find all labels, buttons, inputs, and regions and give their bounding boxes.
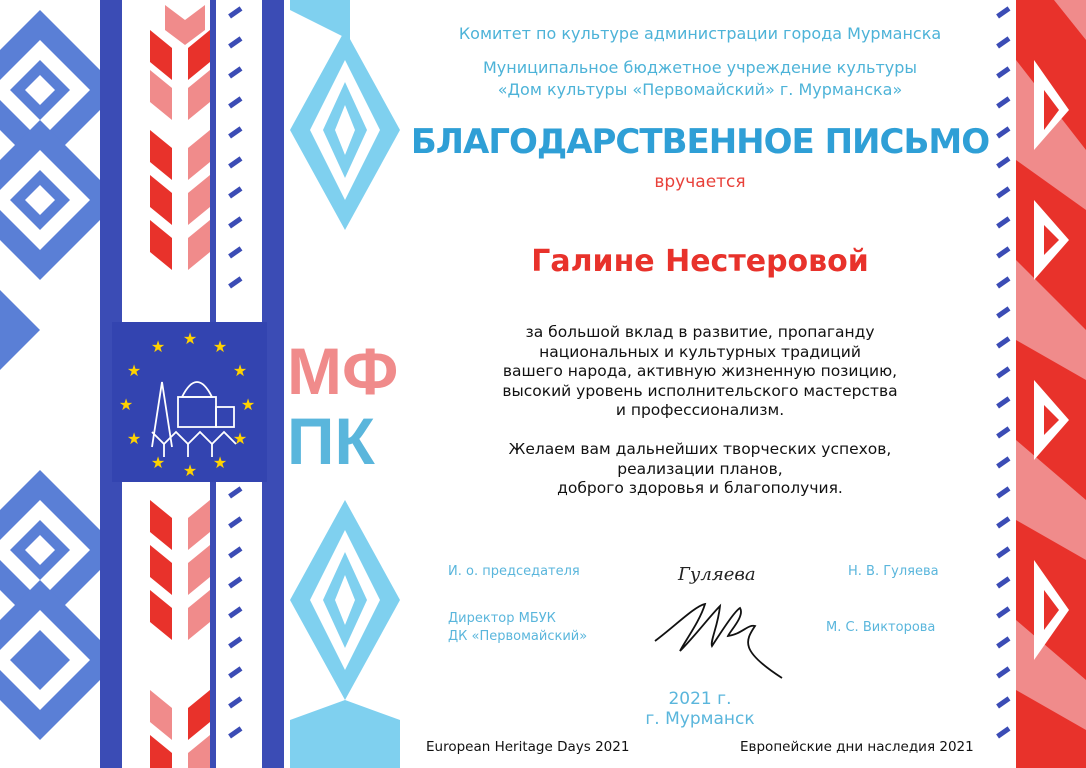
svg-text:Гуляева: Гуляева (678, 564, 756, 585)
institution-line-2: «Дом культуры «Первомайский» г. Мурманска» (497, 80, 903, 99)
svg-text:★: ★ (212, 453, 228, 472)
wheat-motif-top (150, 5, 210, 120)
document-subtitle: вручается (654, 172, 746, 192)
body-line: доброго здоровья и благополучия. (557, 479, 843, 497)
year: 2021 г. (668, 689, 732, 709)
svg-text:★: ★ (126, 429, 142, 448)
svg-text:★: ★ (212, 337, 228, 356)
signer-1-title: И. о. председателя (448, 564, 580, 579)
body-line: реализации планов, (617, 459, 783, 478)
svg-text:★: ★ (232, 361, 248, 380)
city: г. Мурманск (645, 709, 755, 729)
committee-name: Комитет по культуре администрации города Мурманска (458, 24, 942, 43)
signer-1-name: Н. В. Гуляева (848, 564, 939, 579)
svg-text:★: ★ (182, 461, 198, 480)
footer-right: Европейские дни наследия 2021 (740, 739, 974, 755)
recipient-name: Галине Нестеровой (531, 244, 869, 279)
right-ornament-border (994, 0, 1086, 768)
red-triangle-pattern (1016, 0, 1086, 768)
document-title: БЛАГОДАРСТВЕННОЕ ПИСЬМО (410, 122, 990, 162)
svg-text:★: ★ (126, 361, 142, 380)
svg-text:★: ★ (232, 429, 248, 448)
svg-text:★: ★ (240, 395, 256, 414)
body-line: вашего народа, активную жизненную позицию, (502, 362, 898, 380)
svg-text:★: ★ (118, 395, 134, 414)
body-line: национальных и культурных традиций (539, 342, 861, 361)
gratitude-paragraph (440, 323, 960, 421)
wishes-paragraph (440, 440, 960, 499)
svg-text:★: ★ (150, 453, 166, 472)
signer-2-title-line: ДК «Первомайский» (448, 629, 588, 644)
svg-text:★: ★ (182, 329, 198, 348)
body-line: высокий уровень исполнительского мастерства (502, 381, 898, 400)
body-line: за большой вклад в развитие, пропаганду (525, 323, 875, 341)
signature-1 (676, 556, 766, 590)
signer-2-title (448, 610, 587, 646)
heritage-days-logo (112, 322, 412, 486)
logo-text-top: МФ (287, 334, 399, 408)
wheat-motif-bottom (150, 500, 210, 768)
signer-2-title-line: Директор МБУК (448, 611, 556, 626)
signature-2 (650, 596, 790, 686)
footer-left: European Heritage Days 2021 (426, 739, 630, 755)
wheat-motif-mid (150, 130, 210, 270)
body-line: Желаем вам дальнейших творческих успехов, (508, 440, 892, 458)
institution-line-1: Муниципальное бюджетное учреждение культуры (482, 58, 918, 77)
signer-2-name: М. С. Викторова (826, 620, 936, 635)
logo-text-bottom: ПК (287, 404, 375, 478)
body-line: и профессионализм. (615, 401, 785, 419)
svg-text:★: ★ (150, 337, 166, 356)
